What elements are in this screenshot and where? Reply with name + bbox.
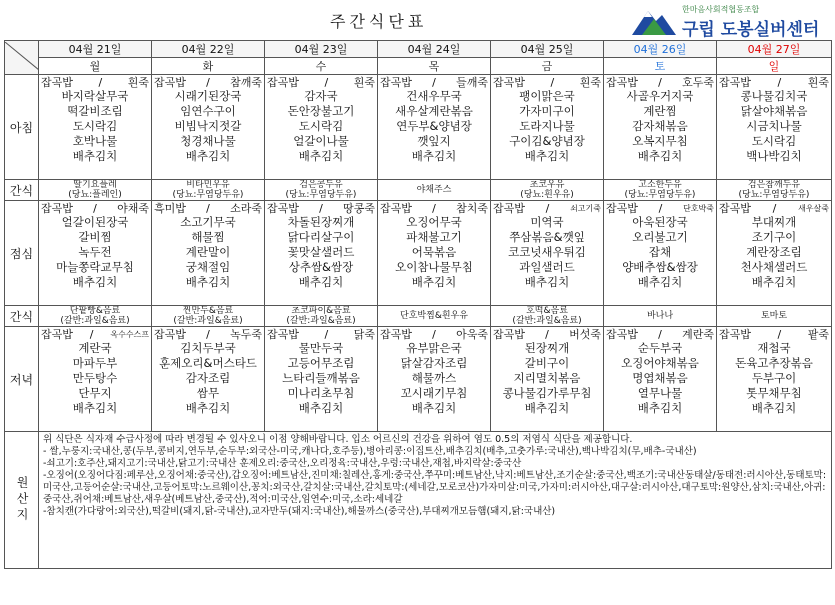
menu-item: 연두부&양념장 (396, 119, 472, 133)
center-logo (630, 3, 830, 40)
menu-item: 백나박김치 (746, 149, 802, 163)
snack-item: 검은콩두유 (299, 180, 343, 190)
snack-row-afternoon (5, 306, 832, 327)
date-row (5, 41, 832, 58)
snack-alt: (갈반:과일&음료) (512, 316, 582, 326)
rice-name: 잡곡밥 (41, 202, 73, 215)
date-cell: 04월 22일 (152, 41, 265, 58)
menu-item: 상추쌈&쌈장 (288, 260, 354, 274)
slash-separator: / (93, 201, 97, 215)
snack-item: 찐만두&음료 (182, 306, 234, 316)
porridge-name: 닭죽 (353, 328, 375, 341)
snack-item: 야채주스 (416, 185, 452, 195)
menu-item: 쭈삼볶음&깻잎 (509, 230, 585, 244)
menu-item: 과일샐러드 (519, 260, 575, 274)
weekly-menu-table (4, 40, 832, 569)
dinner-row (5, 327, 832, 432)
lunch-row-label: 점심 (5, 201, 39, 306)
menu-item: 순두부국 (637, 341, 683, 355)
menu-item: 꼬시래기무침 (400, 386, 468, 400)
menu-item: 임연수구이 (180, 104, 236, 118)
menu-item: 감자채볶음 (632, 119, 688, 133)
porridge-name: 들깨죽 (456, 76, 488, 89)
menu-item: 해물찜 (191, 230, 225, 244)
weekday-cell: 금 (491, 58, 604, 75)
menu-item: 계란말이 (185, 245, 231, 259)
origin-label (5, 432, 39, 569)
snack-alt: (갈반:과일&음료) (60, 316, 130, 326)
menu-item: 갈비구이 (524, 356, 570, 370)
snack-row-afternoon-label: 간식 (5, 306, 39, 327)
porridge-name: 팥죽 (807, 328, 829, 341)
weekday-cell: 토 (604, 58, 717, 75)
menu-cell (491, 201, 604, 306)
menu-item: 얼갈이나물 (293, 134, 349, 148)
snack-item: 고소한두유 (638, 180, 682, 190)
menu-cell (378, 327, 491, 432)
menu-item: 배추김치 (524, 275, 570, 289)
weekday-cell: 월 (39, 58, 152, 75)
menu-item: 호박나물 (72, 134, 118, 148)
rice-porridge-line (491, 75, 603, 89)
snack-item: 딸기요플레 (73, 180, 117, 190)
slash-separator: / (777, 75, 782, 89)
snack-alt: (당뇨:플레인) (68, 190, 122, 200)
menu-cell (604, 201, 717, 306)
date-cell: 04월 24일 (378, 41, 491, 58)
rice-porridge-line (717, 75, 831, 89)
origin-notes (39, 432, 832, 569)
menu-item: 배추김치 (637, 275, 683, 289)
porridge-name: 흰죽 (807, 76, 829, 89)
rice-name: 흑미밥 (154, 202, 186, 215)
rice-porridge-line (265, 75, 377, 89)
porridge-name: 소라죽 (230, 202, 262, 215)
rice-name: 잡곡밥 (267, 76, 299, 89)
menu-item: 도라지나물 (519, 119, 575, 133)
menu-item: 부대찌개 (751, 215, 797, 229)
menu-item: 콩나물김치국 (740, 89, 808, 103)
menu-item: 도시락김 (298, 119, 344, 133)
menu-item: 가자미구이 (519, 104, 575, 118)
menu-item: 닭살감자조림 (400, 356, 468, 370)
menu-item: 배추김치 (72, 401, 118, 415)
origin-note-line: -쇠고기:호주산,돼지고기:국내산,닭고기:국내산 훈제오리:중국산,오리정육:국내산,우렁:국내산,재첩,바지락살:중국산 (43, 458, 522, 469)
menu-item: 배추김치 (637, 401, 683, 415)
breakfast-row-label: 아침 (5, 75, 39, 180)
rice-porridge-line (39, 201, 151, 215)
menu-cell (378, 75, 491, 180)
menu-item: 만두탕수 (72, 371, 118, 385)
snack-alt: (당뇨:무염당두유) (285, 190, 357, 200)
menu-cell (152, 327, 265, 432)
menu-item: 배추김치 (185, 401, 231, 415)
menu-item: 청경채나물 (180, 134, 236, 148)
snack-item: 비타민우유 (186, 180, 230, 190)
rice-name: 잡곡밥 (154, 76, 186, 89)
menu-item: 녹두전 (78, 245, 112, 259)
rice-name: 잡곡밥 (719, 328, 751, 341)
snack-item: 토마토 (760, 311, 788, 321)
snack-cell (39, 180, 152, 201)
slash-separator: / (324, 327, 329, 341)
menu-item: 재첩국 (757, 341, 791, 355)
menu-cell (39, 75, 152, 180)
slash-separator: / (206, 201, 210, 215)
menu-item: 천사채샐러드 (740, 260, 808, 274)
menu-item: 비빔낙지젓갈 (174, 119, 242, 133)
menu-cell (717, 75, 832, 180)
menu-item: 계란장조림 (746, 245, 802, 259)
menu-cell (604, 327, 717, 432)
menu-item: 차돌된장찌개 (287, 215, 355, 229)
menu-item: 고등어무조림 (287, 356, 355, 370)
snack-item: 호떡&음료 (526, 306, 568, 316)
slash-separator: / (550, 75, 555, 89)
menu-item: 김치두부국 (180, 341, 236, 355)
menu-item: 도시락김 (72, 119, 118, 133)
menu-item: 배추김치 (185, 275, 231, 289)
menu-item: 양배추쌈&쌈장 (622, 260, 698, 274)
rice-porridge-line (265, 327, 377, 341)
menu-item: 배추김치 (72, 275, 118, 289)
porridge-name: 새우살죽 (798, 203, 829, 213)
snack-cell (152, 180, 265, 201)
menu-item: 배추김치 (524, 401, 570, 415)
rice-name: 잡곡밥 (719, 76, 751, 89)
menu-item: 감자조림 (185, 371, 231, 385)
snack-alt: (갈반:과일&음료) (286, 316, 356, 326)
menu-item: 건새우무국 (406, 89, 462, 103)
rice-name: 잡곡밥 (493, 76, 525, 89)
menu-item: 물만두국 (298, 341, 344, 355)
slash-separator: / (98, 75, 103, 89)
menu-cell (491, 75, 604, 180)
origin-note-line: -참치캔(가다랑어:외국산),떡갈비(돼지,닭-국내산),교자만두(돼지:국내산),해물까스(중국산),부대찌개모듬햄(돼지,닭:국내산) (43, 506, 556, 517)
center-name: 구립 도봉실버센터 (682, 20, 820, 40)
lunch-row (5, 201, 832, 306)
menu-cell (39, 327, 152, 432)
menu-item: 미역국 (530, 215, 564, 229)
date-cell: 04월 26일 (604, 41, 717, 58)
slash-separator: / (777, 327, 782, 341)
rice-porridge-line (604, 201, 716, 215)
menu-item: 지리멸치볶음 (513, 371, 581, 385)
porridge-name: 쇠고기죽 (570, 203, 601, 213)
rice-name: 잡곡밥 (154, 328, 186, 341)
menu-item: 두부구이 (751, 371, 797, 385)
menu-cell (717, 201, 832, 306)
snack-item: 초코파이&음료 (291, 306, 351, 316)
menu-item: 시금치나물 (746, 119, 802, 133)
menu-item: 꽃맛살샐러드 (287, 245, 355, 259)
slash-separator: / (658, 75, 662, 89)
slash-separator: / (545, 327, 549, 341)
date-cell: 04월 27일 (717, 41, 832, 58)
rice-porridge-line (378, 75, 490, 89)
rice-porridge-line (265, 201, 377, 215)
menu-item: 조기구이 (751, 230, 797, 244)
rice-name: 잡곡밥 (606, 328, 638, 341)
snack-cell (717, 306, 832, 327)
porridge-name: 흰죽 (579, 76, 601, 89)
menu-item: 궁채절임 (185, 260, 231, 274)
menu-item: 배추김치 (411, 275, 457, 289)
menu-item: 미나리초무침 (287, 386, 355, 400)
origin-note-line: -오징어(오징어다짐:페루산,오징어채:중국산),갑오징어:베트남산,진미채:칠레산,홍게:중국산,쭈꾸미:베트남산,낙지:베트남산,조기순살:중국산,백조기:국내산동태살/동태전:러시아산,동태토막:미국산,고등어순살:국내산,고등어토막:노르웨이산,꽁치:외국산,갈치살:국내산,갈치토막:(세네갈,모로코산)가자미살:미국,가자미:러시아산,대구살:러시아산,대구토막:원양산,삼치:국내산,아귀:중국산,쥐어채:베트남산,새우살(베트남산,중국산),적어:미국산,임연수:미국,소라:세네갈 (43, 470, 827, 505)
snack-cell (378, 180, 491, 201)
menu-item: 바지락살무국 (61, 89, 129, 103)
breakfast-row (5, 75, 832, 180)
menu-item: 오징어무국 (406, 215, 462, 229)
menu-item: 유부맑은국 (406, 341, 462, 355)
rice-name: 잡곡밥 (493, 328, 525, 341)
slash-separator: / (206, 75, 210, 89)
menu-item: 훈제오리&머스타드 (159, 356, 257, 370)
menu-cell (152, 75, 265, 180)
snack-row-morning (5, 180, 832, 201)
snack-cell (265, 180, 378, 201)
menu-item: 팽이맑은국 (519, 89, 575, 103)
menu-item: 소고기무국 (180, 215, 236, 229)
snack-cell (491, 306, 604, 327)
rice-porridge-line (717, 327, 831, 341)
snack-cell (378, 306, 491, 327)
snack-cell (265, 306, 378, 327)
origin-note-line: - 쌀,누룽지:국내산,콩(두부,콩비지,연두부,순두부:외국산-미국,캐나다,호주등),병아리콩:이집트산,배추김치(배추,고춧가루:국내산),백나박김치(무,배추-국내산) (43, 446, 697, 457)
rice-name: 잡곡밥 (380, 76, 412, 89)
porridge-name: 호두죽 (682, 76, 714, 89)
slash-separator: / (206, 327, 210, 341)
page-header (0, 0, 835, 40)
slash-separator: / (545, 201, 550, 215)
menu-item: 배추김치 (185, 149, 231, 163)
menu-item: 오이참나물무침 (395, 260, 473, 274)
rice-porridge-line (717, 201, 831, 215)
snack-alt: (당뇨:무염당두유) (624, 190, 696, 200)
rice-name: 잡곡밥 (380, 202, 412, 215)
menu-item: 어묵볶음 (411, 245, 457, 259)
menu-item: 배추김치 (751, 401, 797, 415)
menu-cell (265, 327, 378, 432)
menu-item: 배추김치 (411, 401, 457, 415)
menu-item: 마파두부 (72, 356, 118, 370)
menu-item: 닭살야채볶음 (740, 104, 808, 118)
rice-name: 잡곡밥 (719, 202, 751, 215)
menu-item: 배추김치 (298, 275, 344, 289)
rice-name: 잡곡밥 (606, 76, 638, 89)
menu-item: 느타리들깨볶음 (282, 371, 360, 385)
origin-label-text: 원산지 (15, 476, 29, 524)
porridge-name: 흰죽 (353, 76, 375, 89)
menu-item: 배추김치 (751, 275, 797, 289)
porridge-name: 참치죽 (456, 202, 488, 215)
rice-porridge-line (152, 327, 264, 341)
snack-cell (717, 180, 832, 201)
porridge-name: 야채죽 (117, 202, 149, 215)
porridge-name: 땅콩죽 (343, 202, 375, 215)
weekday-cell: 수 (265, 58, 378, 75)
slash-separator: / (432, 75, 436, 89)
slash-separator: / (658, 327, 662, 341)
menu-item: 배추김치 (298, 149, 344, 163)
menu-item: 쌈무 (196, 386, 220, 400)
menu-item: 계란찜 (643, 104, 677, 118)
slash-separator: / (89, 327, 94, 341)
porridge-name: 버섯죽 (569, 328, 601, 341)
porridge-name: 참깨죽 (230, 76, 262, 89)
weekday-cell: 화 (152, 58, 265, 75)
menu-item: 마늘쫑락교무침 (56, 260, 134, 274)
rice-porridge-line (491, 327, 603, 341)
menu-item: 오복지무침 (632, 134, 688, 148)
menu-cell (604, 75, 717, 180)
rice-porridge-line (378, 327, 490, 341)
menu-item: 오징어야채볶음 (621, 356, 699, 370)
menu-item: 새우살계란볶음 (395, 104, 473, 118)
rice-name: 잡곡밥 (267, 202, 299, 215)
porridge-name: 옥수수스프 (110, 329, 149, 339)
origin-row (5, 432, 832, 569)
slash-separator: / (432, 327, 436, 341)
date-cell: 04월 23일 (265, 41, 378, 58)
menu-item: 떡갈비조림 (67, 104, 123, 118)
rice-porridge-line (39, 75, 151, 89)
menu-item: 배추김치 (637, 149, 683, 163)
date-cell: 04월 25일 (491, 41, 604, 58)
menu-item: 콩나물김가루무침 (502, 386, 592, 400)
rice-name: 잡곡밥 (606, 202, 638, 215)
menu-item: 아욱된장국 (632, 215, 688, 229)
snack-item: 단팥빵&음료 (69, 306, 121, 316)
menu-cell (265, 75, 378, 180)
menu-cell (265, 201, 378, 306)
menu-item: 갈비찜 (78, 230, 112, 244)
menu-item: 파채불고기 (406, 230, 462, 244)
snack-cell (604, 306, 717, 327)
menu-item: 된장찌개 (524, 341, 570, 355)
porridge-name: 단호박죽 (683, 203, 714, 213)
snack-item: 단호박찜&흰우유 (400, 311, 468, 321)
menu-item: 배추김치 (72, 149, 118, 163)
snack-alt: (갈반:과일&음료) (173, 316, 243, 326)
slash-separator: / (324, 75, 329, 89)
menu-item: 명엽채볶음 (632, 371, 688, 385)
slash-separator: / (658, 201, 663, 215)
snack-row-morning-label: 간식 (5, 180, 39, 201)
slash-separator: / (772, 201, 777, 215)
porridge-name: 흰죽 (127, 76, 149, 89)
page-title: 주간식단표 (330, 12, 428, 31)
slash-separator: / (319, 201, 323, 215)
snack-item: 바나나 (646, 311, 674, 321)
menu-item: 돈안장불고기 (287, 104, 355, 118)
menu-cell (39, 201, 152, 306)
snack-item: 검은참깨두유 (747, 180, 801, 190)
snack-alt: (당뇨:흰우유) (520, 190, 574, 200)
org-name: 한마음사회적협동조합 (682, 5, 760, 14)
diagonal-line-icon (5, 42, 39, 70)
snack-alt: (당뇨:무염당두유) (172, 190, 244, 200)
menu-cell (491, 327, 604, 432)
rice-porridge-line (604, 75, 716, 89)
menu-item: 톳무채무침 (746, 386, 802, 400)
menu-item: 오리불고기 (632, 230, 688, 244)
menu-item: 도시락김 (751, 134, 797, 148)
menu-cell (717, 327, 832, 432)
snack-cell (491, 180, 604, 201)
menu-item: 배추김치 (411, 149, 457, 163)
menu-item: 배추김치 (298, 401, 344, 415)
menu-item: 닭다리살구이 (287, 230, 355, 244)
rice-name: 잡곡밥 (493, 202, 525, 215)
menu-item: 잡채 (648, 245, 672, 259)
porridge-name: 녹두죽 (230, 328, 262, 341)
rice-porridge-line (491, 201, 603, 215)
menu-item: 코코넛새우튀김 (508, 245, 586, 259)
menu-item: 사골우거지국 (626, 89, 694, 103)
corner-cell (5, 41, 39, 75)
menu-cell (152, 201, 265, 306)
weekday-cell: 일 (717, 58, 832, 75)
snack-cell (152, 306, 265, 327)
menu-item: 얼갈이된장국 (61, 215, 129, 229)
rice-porridge-line (152, 75, 264, 89)
menu-item: 해물까스 (411, 371, 457, 385)
rice-porridge-line (39, 327, 151, 341)
menu-item: 배추김치 (524, 149, 570, 163)
menu-item: 깻잎지 (417, 134, 451, 148)
menu-item: 감자국 (304, 89, 338, 103)
weekday-row (5, 58, 832, 75)
snack-cell (604, 180, 717, 201)
menu-cell (378, 201, 491, 306)
menu-item: 돈육고추장볶음 (735, 356, 813, 370)
rice-name: 잡곡밥 (380, 328, 412, 341)
slash-separator: / (432, 201, 436, 215)
menu-item: 계란국 (78, 341, 112, 355)
rice-name: 잡곡밥 (267, 328, 299, 341)
mountain-logo-icon (630, 3, 678, 37)
menu-item: 열무나물 (637, 386, 683, 400)
snack-alt: (당뇨:무염당두유) (738, 190, 810, 200)
snack-cell (39, 306, 152, 327)
rice-name: 잡곡밥 (41, 76, 73, 89)
porridge-name: 계란죽 (682, 328, 714, 341)
dinner-row-label: 저녁 (5, 327, 39, 432)
origin-note-line: 위 식단은 식자재 수급사정에 따라 변경될 수 있사오니 이점 양해바랍니다. 입소 어르신의 건강을 위하여 염도 0.5의 저염식 식단을 제공합니다. (43, 434, 633, 445)
date-cell: 04월 21일 (39, 41, 152, 58)
porridge-name: 아욱죽 (456, 328, 488, 341)
menu-item: 구이김&양념장 (509, 134, 585, 148)
rice-porridge-line (152, 201, 264, 215)
rice-name: 잡곡밥 (41, 328, 73, 341)
snack-item: 초코우유 (529, 180, 565, 190)
rice-porridge-line (378, 201, 490, 215)
weekday-cell: 목 (378, 58, 491, 75)
menu-item: 단무지 (78, 386, 112, 400)
menu-item: 시래기된장국 (174, 89, 242, 103)
rice-porridge-line (604, 327, 716, 341)
